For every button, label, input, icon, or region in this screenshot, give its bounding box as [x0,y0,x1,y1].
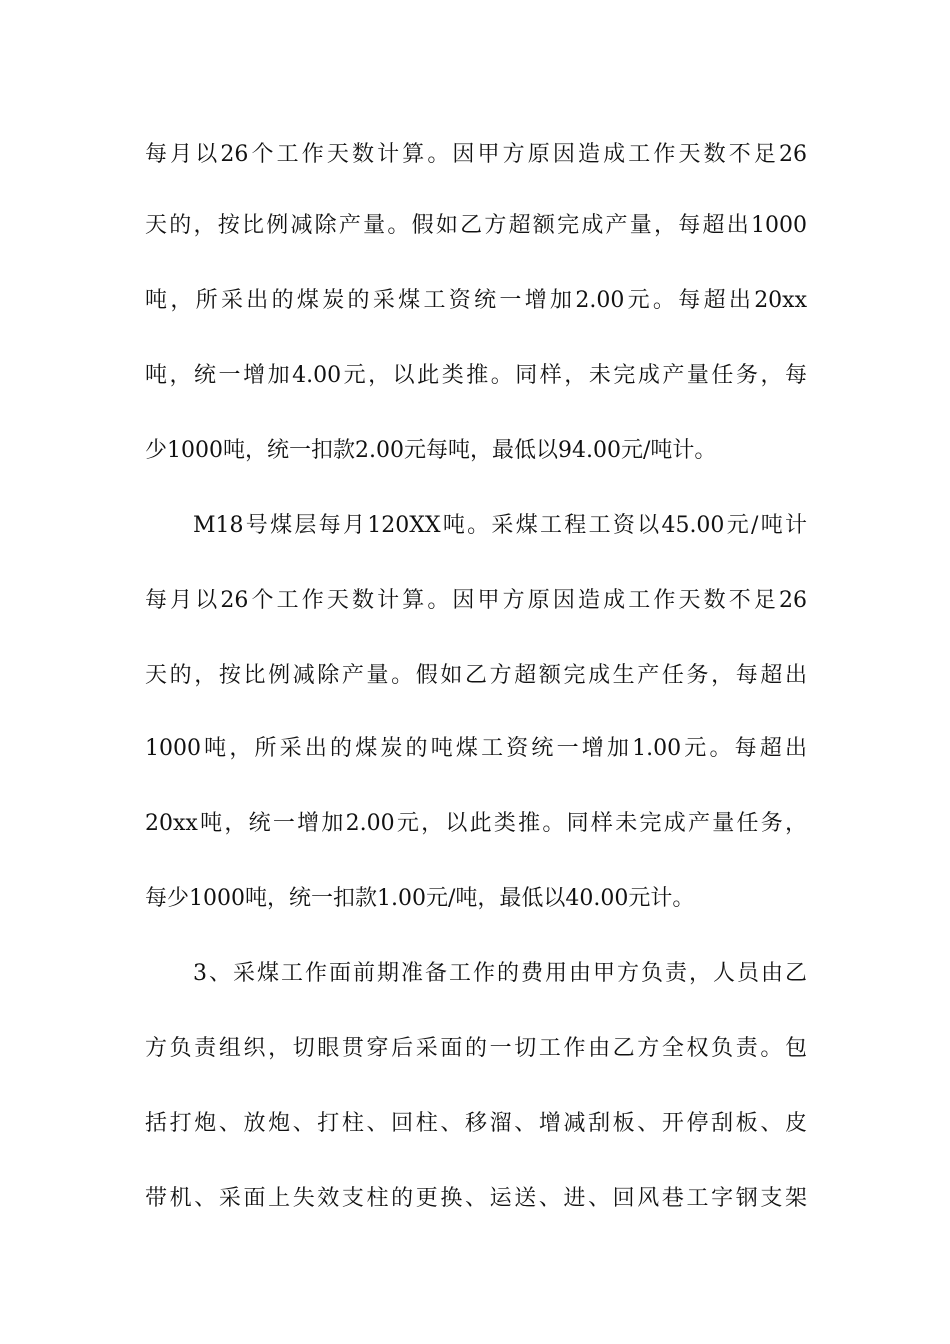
text-line: 带机、采面上失效支柱的更换、运送、进、回风巷工字钢支架 [145,1186,807,1211]
text-line: 括打炮、放炮、打柱、回柱、移溜、增减刮板、开停刮板、皮 [145,1111,807,1136]
text-line: 方负责组织，切眼贯穿后采面的一切工作由乙方全权负责。包 [145,1036,807,1061]
text-line: 吨，所采出的煤炭的采煤工资统一增加2.00元。每超出20xx [145,288,807,313]
text-line: 1000吨，所采出的煤炭的吨煤工资统一增加1.00元。每超出 [145,736,807,761]
text-line: 3、采煤工作面前期准备工作的费用由甲方负责，人员由乙 [193,961,807,986]
text-line: M18号煤层每月120XX吨。采煤工程工资以45.00元/吨计 [193,513,807,538]
text-line: 每月以26个工作天数计算。因甲方原因造成工作天数不足26 [145,588,807,613]
text-line: 吨，统一增加4.00元，以此类推。同样，未完成产量任务，每 [145,363,807,388]
text-line: 天的，按比例减除产量。假如乙方超额完成产量，每超出1000 [145,213,807,238]
text-line: 每月以26个工作天数计算。因甲方原因造成工作天数不足26 [145,142,807,167]
text-line: 20xx吨，统一增加2.00元，以此类推。同样未完成产量任务， [145,811,807,836]
text-line: 每少1000吨，统一扣款1.00元/吨，最低以40.00元计。 [145,886,695,911]
text-line: 少1000吨，统一扣款2.00元每吨，最低以94.00元/吨计。 [145,438,717,463]
text-line: 天的，按比例减除产量。假如乙方超额完成生产任务，每超出 [145,663,807,688]
